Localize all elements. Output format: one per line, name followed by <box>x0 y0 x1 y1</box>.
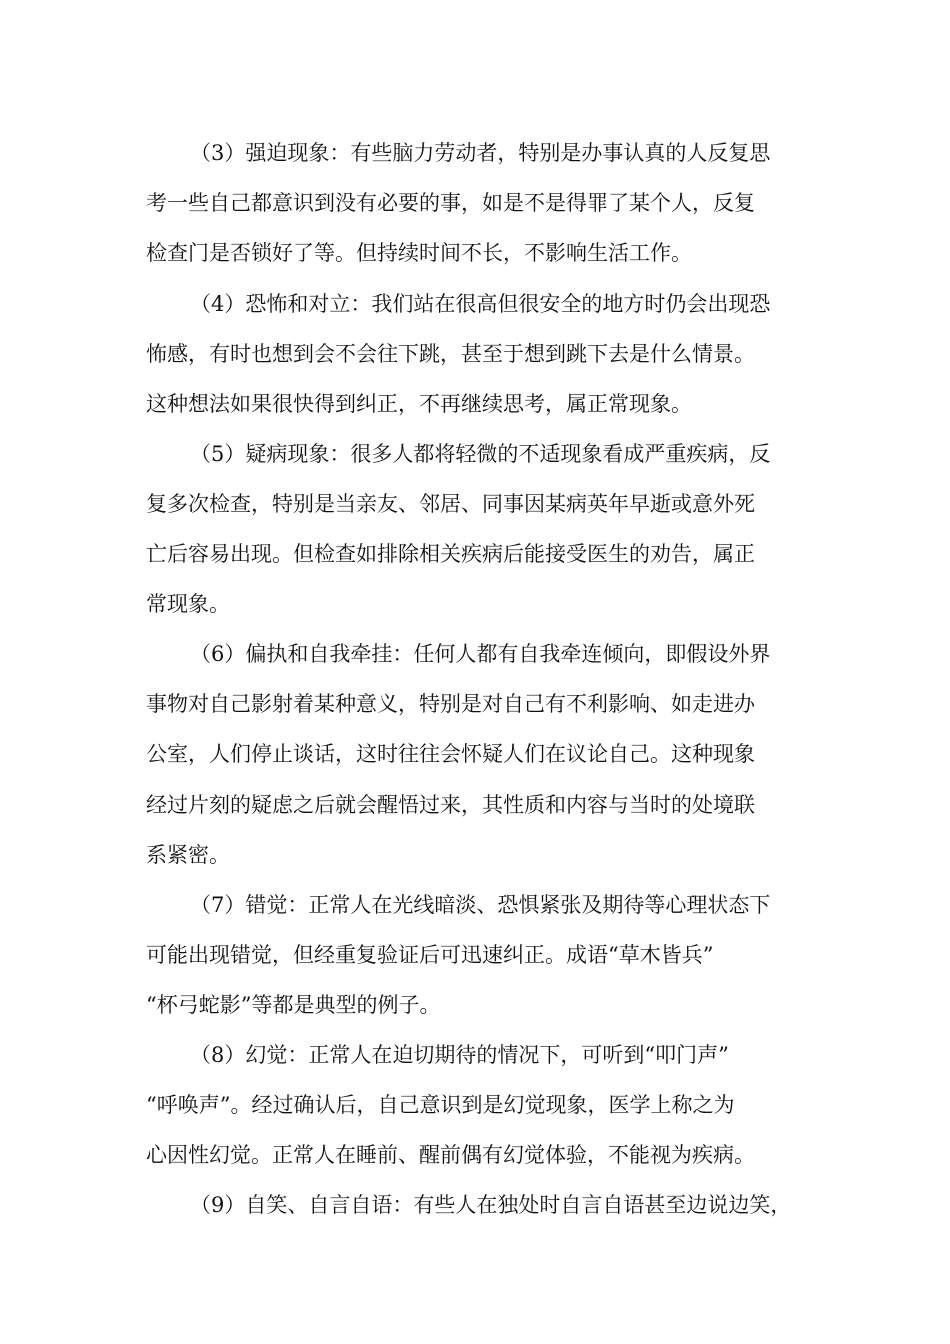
paragraph-6-line-5: 系紧密。 <box>146 843 230 867</box>
paragraph-3-line-1: （3）强迫现象：有些脑力劳动者，特别是办事认真的人反复思 <box>190 141 771 165</box>
paragraph-8-line-2: “呼唤声”。经过确认后，自己意识到是幻觉现象，医学上称之为 <box>146 1093 735 1117</box>
paragraph-7-line-2: 可能出现错觉，但经重复验证后可迅速纠正。成语“草木皆兵” <box>146 943 714 967</box>
paragraph-7-line-3: “杯弓蛇影”等都是典型的例子。 <box>146 993 441 1017</box>
paragraph-5-line-2: 复多次检查，特别是当亲友、邻居、同事因某病英年早逝或意外死 <box>146 492 755 516</box>
paragraph-3-line-2: 考一些自己都意识到没有必要的事，如是不是得罪了某个人，反复 <box>146 191 755 215</box>
paragraph-5-line-4: 常现象。 <box>146 592 230 616</box>
paragraph-5-line-3: 亡后容易出现。但检查如排除相关疾病后能接受医生的劝告，属正 <box>146 542 755 566</box>
paragraph-6-line-2: 事物对自己影射着某种意义，特别是对自己有不利影响、如走进办 <box>146 692 755 716</box>
paragraph-8-line-1: （8）幻觉：正常人在迫切期待的情况下，可听到“叩门声” <box>190 1043 729 1067</box>
paragraph-6-line-1: （6）偏执和自我牵挂：任何人都有自我牵连倾向，即假设外界 <box>190 642 771 666</box>
paragraph-6-line-4: 经过片刻的疑虑之后就会醒悟过来，其性质和内容与当时的处境联 <box>146 793 755 817</box>
paragraph-8-line-3: 心因性幻觉。正常人在睡前、醒前偶有幻觉体验，不能视为疾病。 <box>146 1143 755 1167</box>
paragraph-4-line-2: 怖感，有时也想到会不会往下跳，甚至于想到跳下去是什么情景。 <box>146 342 755 366</box>
paragraph-9-line-1: （9）自笑、自言自语：有些人在独处时自言自语甚至边说边笑， <box>190 1193 792 1217</box>
paragraph-5-line-1: （5）疑病现象：很多人都将轻微的不适现象看成严重疾病，反 <box>190 442 771 466</box>
paragraph-3-line-3: 检查门是否锁好了等。但持续时间不长，不影响生活工作。 <box>146 241 692 265</box>
paragraph-7-line-1: （7）错觉：正常人在光线暗淡、恐惧紧张及期待等心理状态下 <box>190 893 771 917</box>
paragraph-6-line-3: 公室，人们停止谈话，这时往往会怀疑人们在议论自己。这种现象 <box>146 742 755 766</box>
paragraph-4-line-1: （4）恐怖和对立：我们站在很高但很安全的地方时仍会出现恐 <box>190 292 771 316</box>
paragraph-4-line-3: 这种想法如果很快得到纠正，不再继续思考，属正常现象。 <box>146 392 692 416</box>
